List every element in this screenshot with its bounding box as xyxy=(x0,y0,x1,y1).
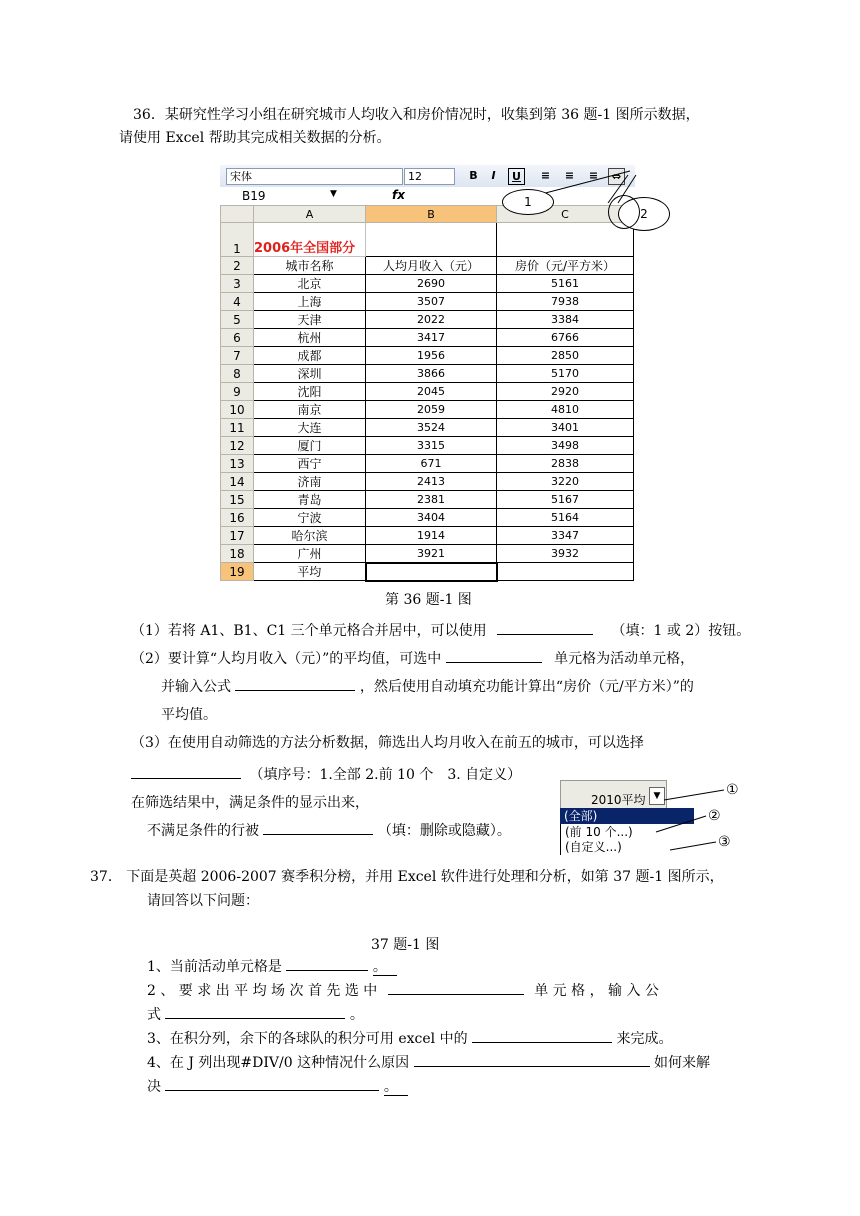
spreadsheet-figure xyxy=(220,165,648,579)
city-cell[interactable]: 济南 xyxy=(254,473,366,491)
q37-item4-line1 xyxy=(147,1052,710,1072)
city-cell[interactable]: 天津 xyxy=(254,311,366,329)
answer-blank-37-3[interactable] xyxy=(472,1028,612,1043)
q36-sub3-text-a: （3）在使用自动筛选的方法分析数据，筛选出人均月收入在前五的城市，可以选择 xyxy=(131,735,644,751)
answer-blank-37-4a[interactable] xyxy=(414,1052,650,1067)
price-cell[interactable]: 3220 xyxy=(497,473,634,491)
city-cell[interactable]: 杭州 xyxy=(254,329,366,347)
title-cell[interactable]: 2006年全国部分 xyxy=(254,223,366,257)
table-row xyxy=(221,329,634,347)
cell-b19-active[interactable] xyxy=(366,563,497,581)
row-header[interactable]: 12 xyxy=(221,437,254,455)
q37-item4-text-c: 决 xyxy=(147,1079,161,1095)
price-cell[interactable]: 5164 xyxy=(497,509,634,527)
price-cell[interactable]: 2920 xyxy=(497,383,634,401)
name-box[interactable]: B19 xyxy=(242,189,266,203)
q36-sub2-text-e: 平均值。 xyxy=(161,707,217,723)
q37-item2-text-c: 式 xyxy=(147,1007,161,1023)
q36-sub3-text-e: （填：删除或隐藏）。 xyxy=(377,823,511,839)
price-cell[interactable]: 3401 xyxy=(497,419,634,437)
city-cell[interactable]: 深圳 xyxy=(254,365,366,383)
q36-intro-line1: 36．某研究性学习小组在研究城市人均收入和房价情况时，收集到第 36 题-1 图所示数据， xyxy=(133,107,700,123)
q36-intro-line2: 请使用 Excel 帮助其完成相关数据的分析。 xyxy=(119,130,391,146)
callout-1: 1 xyxy=(502,189,554,215)
filter-header-label: 2010平均 xyxy=(591,793,646,807)
q37-item3-text-b: 来完成。 xyxy=(616,1031,673,1047)
income-cell[interactable]: 1956 xyxy=(366,347,497,365)
cell-b1[interactable] xyxy=(366,223,497,257)
q37-item2-text-b: 单 元 格 ， 输 入 公 xyxy=(534,983,659,999)
income-cell[interactable]: 2045 xyxy=(366,383,497,401)
underline-button[interactable]: U xyxy=(508,168,525,185)
q37-caption: 37 题-1 图 xyxy=(371,937,440,953)
price-cell[interactable]: 3384 xyxy=(497,311,634,329)
city-cell[interactable]: 厦门 xyxy=(254,437,366,455)
q36-sub2-text-c: 并输入公式 xyxy=(161,679,231,695)
row-header[interactable]: 7 xyxy=(221,347,254,365)
row-header[interactable]: 14 xyxy=(221,473,254,491)
answer-blank-3b[interactable] xyxy=(263,820,373,835)
q37-item4-text-d: 。 xyxy=(384,1079,408,1096)
q37-item1-text-a: 1、当前活动单元格是 xyxy=(147,959,282,975)
q37-item1 xyxy=(147,956,397,976)
city-cell[interactable]: 西宁 xyxy=(254,455,366,473)
table-row xyxy=(221,383,634,401)
q36-sub2-text-b: 单元格为活动单元格， xyxy=(554,651,695,667)
city-cell[interactable]: 广州 xyxy=(254,545,366,563)
city-cell[interactable]: 北京 xyxy=(254,275,366,293)
income-cell[interactable]: 2690 xyxy=(366,275,497,293)
row-header[interactable]: 13 xyxy=(221,455,254,473)
q37-item2-text-a: 2 、 要 求 出 平 均 场 次 首 先 选 中 xyxy=(147,983,378,999)
answer-blank-2a[interactable] xyxy=(446,648,542,663)
q37-intro-line1: 37． 下面是英超 2006-2007 赛季积分榜，并用 Excel 软件进行处理和分析，如第 37 题-1 图所示， xyxy=(90,869,724,885)
city-cell[interactable]: 大连 xyxy=(254,419,366,437)
q36-sub3-line2 xyxy=(131,764,521,784)
font-size-box[interactable]: 12 xyxy=(404,168,455,185)
q36-sub1-text-a: （1）若将 A1、B1、C1 三个单元格合并居中，可以使用 xyxy=(131,623,487,639)
city-cell[interactable]: 南京 xyxy=(254,401,366,419)
answer-blank-37-2a[interactable] xyxy=(388,980,524,995)
city-cell[interactable]: 宁波 xyxy=(254,509,366,527)
income-cell[interactable]: 2413 xyxy=(366,473,497,491)
name-box-dropdown-icon[interactable]: ▼ xyxy=(330,189,337,199)
filter-option-custom[interactable]: (自定义...) xyxy=(560,840,695,855)
income-cell[interactable]: 3404 xyxy=(366,509,497,527)
mark-2: ② xyxy=(708,808,721,824)
align-center-icon[interactable]: ≡ xyxy=(564,169,575,182)
q36-sub3-line4 xyxy=(147,820,511,840)
table-row xyxy=(221,311,634,329)
income-cell[interactable]: 3417 xyxy=(366,329,497,347)
city-cell[interactable]: 哈尔滨 xyxy=(254,527,366,545)
row-header[interactable]: 5 xyxy=(221,311,254,329)
row-header[interactable]: 16 xyxy=(221,509,254,527)
price-cell[interactable]: 7938 xyxy=(497,293,634,311)
answer-blank-3a[interactable] xyxy=(131,764,241,779)
row-header[interactable]: 10 xyxy=(221,401,254,419)
row-header[interactable]: 11 xyxy=(221,419,254,437)
income-cell[interactable]: 2022 xyxy=(366,311,497,329)
callout-2-inner-ring xyxy=(608,195,640,229)
filter-option-top10[interactable]: (前 10 个...) xyxy=(560,824,695,840)
q37-item2-line2 xyxy=(147,1004,364,1024)
q36-sub2-line2 xyxy=(161,676,694,696)
font-name-box[interactable]: 宋体 xyxy=(226,168,403,185)
q37-item4-text-b: 如何来解 xyxy=(654,1055,710,1071)
city-cell[interactable]: 上海 xyxy=(254,293,366,311)
table-row xyxy=(221,401,634,419)
income-cell[interactable]: 3921 xyxy=(366,545,497,563)
row-header[interactable]: 9 xyxy=(221,383,254,401)
city-cell[interactable]: 成都 xyxy=(254,347,366,365)
q36-sub1 xyxy=(131,620,750,640)
table-row xyxy=(221,293,634,311)
city-cell[interactable]: 沈阳 xyxy=(254,383,366,401)
answer-blank-37-4b[interactable] xyxy=(165,1076,379,1091)
price-cell[interactable]: 2838 xyxy=(497,455,634,473)
filter-dropdown-icon[interactable]: ▼ xyxy=(649,787,665,805)
cell-c19[interactable] xyxy=(497,563,634,581)
price-cell[interactable]: 2850 xyxy=(497,347,634,365)
merge-center-icon[interactable]: ⇔ xyxy=(608,168,625,185)
spreadsheet-grid xyxy=(220,205,634,582)
bold-button[interactable]: B xyxy=(469,169,478,182)
row-header-1[interactable]: 1 xyxy=(221,223,254,257)
row-header[interactable]: 3 xyxy=(221,275,254,293)
answer-blank-37-2b[interactable] xyxy=(165,1004,345,1019)
table-row xyxy=(221,455,634,473)
q36-sub2-line1 xyxy=(131,648,694,668)
income-cell[interactable]: 1914 xyxy=(366,527,497,545)
row-header-19[interactable]: 19 xyxy=(221,563,254,581)
autofilter-figure xyxy=(560,770,760,855)
table-row xyxy=(221,473,634,491)
table-row xyxy=(221,527,634,545)
answer-blank-2b[interactable] xyxy=(235,676,355,691)
q36-sub1-text-b: （填：1 或 2）按钮。 xyxy=(611,623,751,639)
price-cell[interactable]: 5161 xyxy=(497,275,634,293)
align-right-icon[interactable]: ≡ xyxy=(588,169,599,182)
q36-sub2-text-d: ，然后使用自动填充功能计算出“房价（元/平方米）”的 xyxy=(359,679,694,695)
italic-button[interactable]: I xyxy=(491,169,496,182)
q36-sub3-text-d: 不满足条件的行被 xyxy=(147,823,259,839)
table-row xyxy=(221,419,634,437)
header-city[interactable]: 城市名称 xyxy=(254,257,366,275)
q37-item4-text-a: 4、在 J 列出现#DIV/0 这种情况什么原因 xyxy=(147,1055,410,1071)
table-row xyxy=(221,275,634,293)
align-left-icon[interactable]: ≡ xyxy=(540,169,551,182)
table-row xyxy=(221,491,634,509)
row-header[interactable]: 8 xyxy=(221,365,254,383)
income-cell[interactable]: 671 xyxy=(366,455,497,473)
row-header[interactable]: 17 xyxy=(221,527,254,545)
q37-item1-text-b: 。 xyxy=(373,959,397,976)
row-header-2[interactable]: 2 xyxy=(221,257,254,275)
income-cell[interactable]: 3507 xyxy=(366,293,497,311)
q36-sub2-text-a: （2）要计算“人均月收入（元）”的平均值，可选中 xyxy=(131,651,442,667)
cell-c1[interactable] xyxy=(497,223,634,257)
header-income[interactable]: 人均月收入（元） xyxy=(366,257,497,275)
table-row xyxy=(221,545,634,563)
row-header[interactable]: 18 xyxy=(221,545,254,563)
price-cell[interactable]: 4810 xyxy=(497,401,634,419)
income-cell[interactable]: 2381 xyxy=(366,491,497,509)
q37-intro-line2: 请回答以下问题： xyxy=(147,893,259,909)
q36-sub3-text-b: （填序号：1.全部 2.前 10 个 3. 自定义） xyxy=(249,767,522,783)
header-price[interactable]: 房价（元/平方米） xyxy=(497,257,634,275)
q36-sub3-text-c: 在筛选结果中，满足条件的显示出来， xyxy=(131,795,369,811)
q37-item3 xyxy=(147,1028,673,1048)
income-cell[interactable]: 3315 xyxy=(366,437,497,455)
price-cell[interactable]: 3347 xyxy=(497,527,634,545)
price-cell[interactable]: 6766 xyxy=(497,329,634,347)
price-cell[interactable]: 5170 xyxy=(497,365,634,383)
row-header[interactable]: 15 xyxy=(221,491,254,509)
table-row xyxy=(221,509,634,527)
mark-pointers xyxy=(560,770,760,855)
price-cell[interactable]: 5167 xyxy=(497,491,634,509)
income-cell[interactable]: 3866 xyxy=(366,365,497,383)
row-header[interactable]: 6 xyxy=(221,329,254,347)
table-row xyxy=(221,437,634,455)
price-cell[interactable]: 3498 xyxy=(497,437,634,455)
column-header-c[interactable]: C xyxy=(497,206,634,223)
price-cell[interactable]: 3932 xyxy=(497,545,634,563)
answer-blank-1[interactable] xyxy=(497,620,593,635)
table-row xyxy=(221,347,634,365)
fx-icon[interactable]: fx xyxy=(392,188,405,202)
callout-2: 2 xyxy=(618,197,670,231)
answer-blank-37-1[interactable] xyxy=(286,956,368,971)
income-cell[interactable]: 2059 xyxy=(366,401,497,419)
q36-caption: 第 36 题-1 图 xyxy=(385,592,472,608)
mark-1: ① xyxy=(726,782,739,798)
row-header[interactable]: 4 xyxy=(221,293,254,311)
filter-option-all[interactable]: (全部) xyxy=(560,808,694,824)
q37-item3-text-a: 3、在积分列，余下的各球队的积分可用 excel 中的 xyxy=(147,1031,468,1047)
q37-item4-line2 xyxy=(147,1076,408,1096)
table-row xyxy=(221,365,634,383)
column-header-b[interactable]: B xyxy=(366,206,497,223)
corner-cell[interactable] xyxy=(221,206,254,223)
avg-label-cell[interactable]: 平均 xyxy=(254,563,366,581)
mark-3: ③ xyxy=(718,834,731,850)
column-header-a[interactable]: A xyxy=(254,206,366,223)
q37-item2-line1 xyxy=(147,980,659,1000)
q37-item2-text-d: 。 xyxy=(349,1007,364,1023)
income-cell[interactable]: 3524 xyxy=(366,419,497,437)
city-cell[interactable]: 青岛 xyxy=(254,491,366,509)
